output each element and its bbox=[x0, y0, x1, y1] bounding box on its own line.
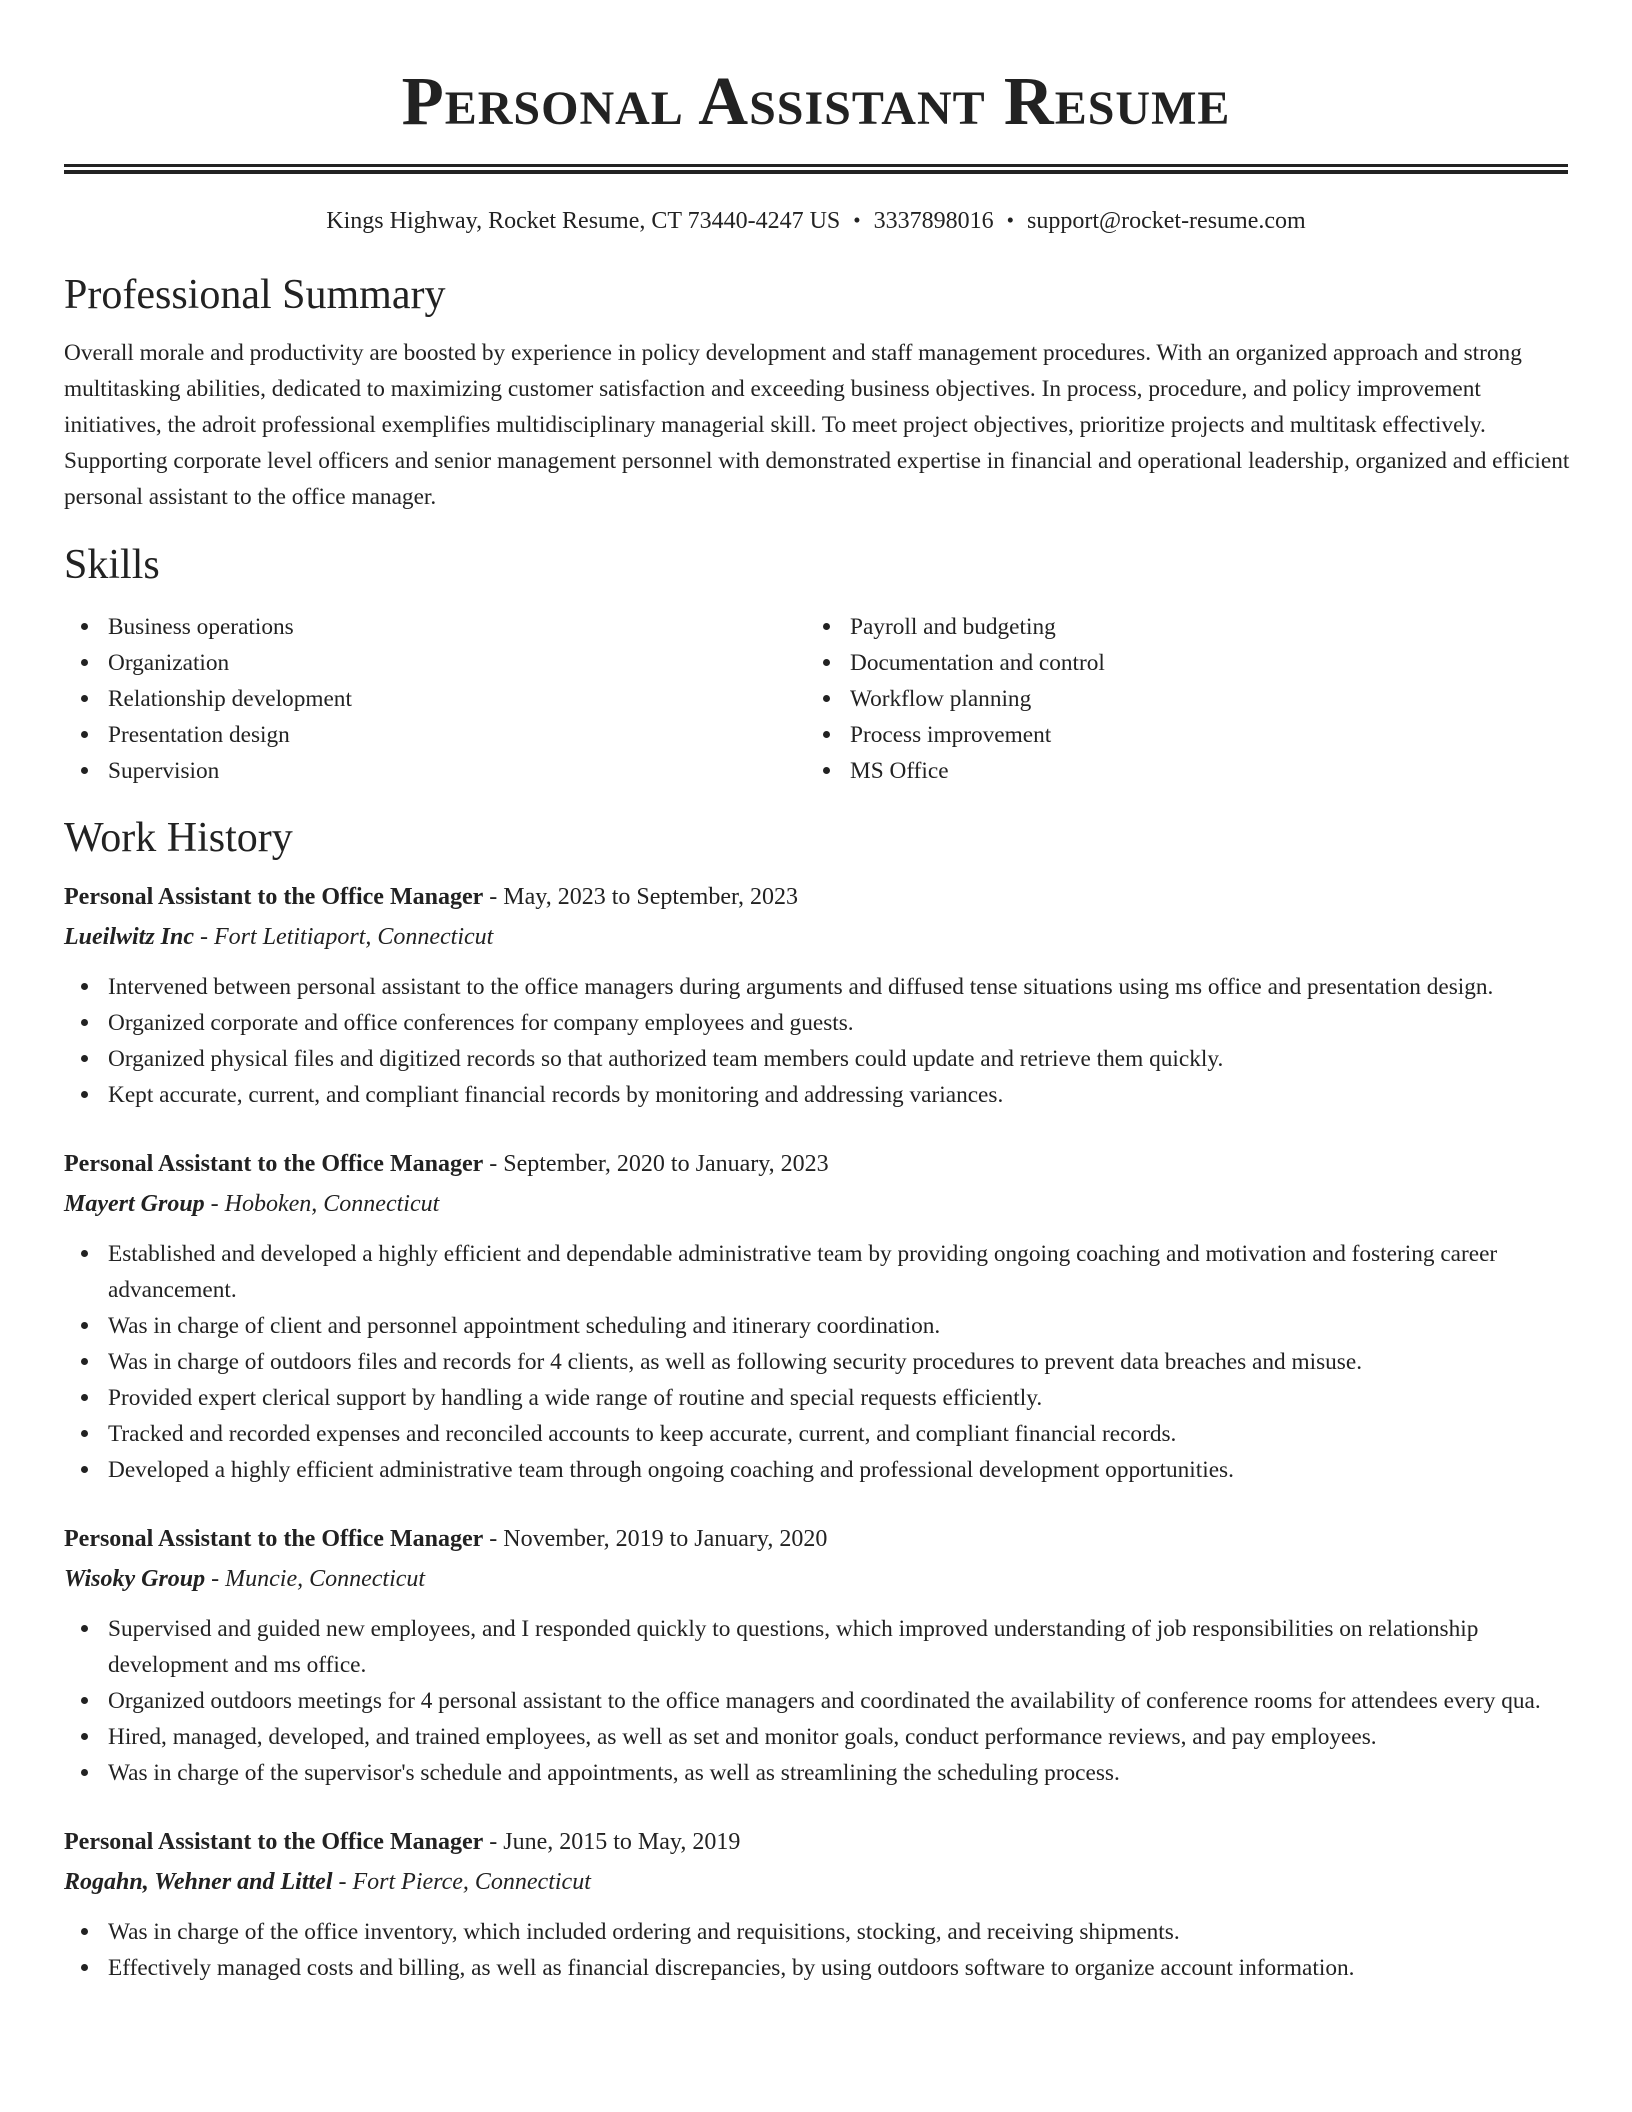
job-title: Personal Assistant to the Office Manager bbox=[64, 1829, 484, 1855]
summary-text: Overall morale and productivity are boosted by experience in policy development and staff management procedures. With an organized approach and strong multitasking abilities, dedicated to maximizing customer satisfaction and exceeding business objectives. In process, procedure, and policy improvement initiatives, the adroit professional exemplifies multidisciplinary managerial skill. To meet project objectives, prioritize projects and multitask effectively. Supporting corporate level officers and senior management personnel with demonstrated expertise in financial and operational leadership, organized and efficient personal assistant to the office manager. bbox=[64, 340, 1570, 510]
job-title: Personal Assistant to the Office Manager bbox=[64, 884, 484, 910]
job-heading bbox=[64, 877, 1568, 917]
contact-separator: • bbox=[1006, 208, 1014, 232]
contact-email: support@rocket-resume.com bbox=[1027, 208, 1306, 234]
job-entry bbox=[64, 877, 1568, 1113]
skills-columns bbox=[64, 609, 1568, 789]
job-dates: - November, 2019 to January, 2020 bbox=[483, 1526, 828, 1552]
job-heading bbox=[64, 1822, 1568, 1862]
skill-item: Process improvement bbox=[806, 717, 1548, 753]
job-title: Personal Assistant to the Office Manager bbox=[64, 1526, 484, 1552]
skill-item: Relationship development bbox=[64, 681, 806, 717]
job-bullets bbox=[64, 1914, 1572, 1986]
job-bullet: Effectively managed costs and billing, as well as financial discrepancies, by using outdoors software to organize account information. bbox=[64, 1950, 1572, 1986]
job-dates: - May, 2023 to September, 2023 bbox=[483, 884, 799, 910]
contact-separator: • bbox=[853, 208, 861, 232]
company-line bbox=[64, 1184, 1568, 1224]
job-bullet: Was in charge of outdoors files and records for 4 clients, as well as following security procedures to prevent data breaches and misuse. bbox=[64, 1344, 1572, 1380]
company-line bbox=[64, 1559, 1568, 1599]
skill-item: MS Office bbox=[806, 753, 1548, 789]
job-bullet: Kept accurate, current, and compliant financial records by monitoring and addressing variances. bbox=[64, 1077, 1572, 1113]
company-location: - Muncie, Connecticut bbox=[205, 1566, 426, 1592]
job-bullet: Developed a highly efficient administrative team through ongoing coaching and professional development opportunities. bbox=[64, 1452, 1572, 1488]
job-heading bbox=[64, 1144, 1568, 1184]
job-bullet: Was in charge of the supervisor's schedule and appointments, as well as streamlining the scheduling process. bbox=[64, 1755, 1572, 1791]
contact-phone: 3337898016 bbox=[873, 208, 994, 234]
contact-address: Kings Highway, Rocket Resume, CT 73440-4247 US bbox=[326, 208, 841, 234]
job-bullet: Tracked and recorded expenses and reconciled accounts to keep accurate, current, and compliant financial records. bbox=[64, 1416, 1572, 1452]
job-entry bbox=[64, 1144, 1568, 1488]
job-bullet: Supervised and guided new employees, and I responded quickly to questions, which improved understanding of job responsibilities on relationship development and ms office. bbox=[64, 1611, 1572, 1683]
job-bullet: Hired, managed, developed, and trained employees, as well as set and monitor goals, conduct performance reviews, and pay employees. bbox=[64, 1719, 1572, 1755]
job-bullet: Was in charge of the office inventory, which included ordering and requisitions, stocking, and receiving shipments. bbox=[64, 1914, 1572, 1950]
job-bullets bbox=[64, 969, 1572, 1113]
work-history-heading: Work History bbox=[64, 815, 293, 861]
company-line bbox=[64, 917, 1568, 957]
job-entry bbox=[64, 1519, 1568, 1791]
job-title: Personal Assistant to the Office Manager bbox=[64, 1151, 484, 1177]
company-location: - Hoboken, Connecticut bbox=[204, 1191, 440, 1217]
job-bullets bbox=[64, 1611, 1572, 1791]
job-dates: - September, 2020 to January, 2023 bbox=[483, 1151, 829, 1177]
skill-item: Workflow planning bbox=[806, 681, 1548, 717]
job-bullet: Was in charge of client and personnel appointment scheduling and itinerary coordination. bbox=[64, 1308, 1572, 1344]
job-bullet: Organized physical files and digitized records so that authorized team members could update and retrieve them quickly. bbox=[64, 1041, 1572, 1077]
company-name: Mayert Group bbox=[64, 1191, 205, 1217]
title-divider bbox=[64, 164, 1568, 174]
skills-left-list bbox=[64, 609, 806, 789]
skill-item: Presentation design bbox=[64, 717, 806, 753]
skill-item: Business operations bbox=[64, 609, 806, 645]
job-bullet: Established and developed a highly efficient and dependable administrative team by providing ongoing coaching and motivation and fostering career advancement. bbox=[64, 1236, 1572, 1308]
company-name: Lueilwitz Inc bbox=[64, 924, 195, 950]
job-bullet: Organized corporate and office conferences for company employees and guests. bbox=[64, 1005, 1572, 1041]
company-name: Rogahn, Wehner and Littel bbox=[64, 1869, 333, 1895]
job-bullet: Provided expert clerical support by handling a wide range of routine and special requests efficiently. bbox=[64, 1380, 1572, 1416]
summary-heading: Professional Summary bbox=[64, 272, 446, 318]
company-name: Wisoky Group bbox=[64, 1566, 206, 1592]
company-location: - Fort Pierce, Connecticut bbox=[332, 1869, 591, 1895]
job-dates: - June, 2015 to May, 2019 bbox=[483, 1829, 741, 1855]
job-heading bbox=[64, 1519, 1568, 1559]
company-location: - Fort Letitiaport, Connecticut bbox=[194, 924, 494, 950]
job-bullet: Organized outdoors meetings for 4 personal assistant to the office managers and coordinated the availability of conference rooms for attendees every qua. bbox=[64, 1683, 1572, 1719]
job-entry bbox=[64, 1822, 1568, 1986]
company-line bbox=[64, 1862, 1568, 1902]
skill-item: Supervision bbox=[64, 753, 806, 789]
contact-line bbox=[64, 202, 1568, 239]
skills-right-list bbox=[806, 609, 1548, 789]
skill-item: Payroll and budgeting bbox=[806, 609, 1548, 645]
skill-item: Organization bbox=[64, 645, 806, 681]
resume-title: Personal Assistant Resume bbox=[401, 63, 1231, 139]
job-bullet: Intervened between personal assistant to the office managers during arguments and diffused tense situations using ms office and presentation design. bbox=[64, 969, 1572, 1005]
skill-item: Documentation and control bbox=[806, 645, 1548, 681]
job-bullets bbox=[64, 1236, 1572, 1488]
skills-heading: Skills bbox=[64, 542, 160, 588]
